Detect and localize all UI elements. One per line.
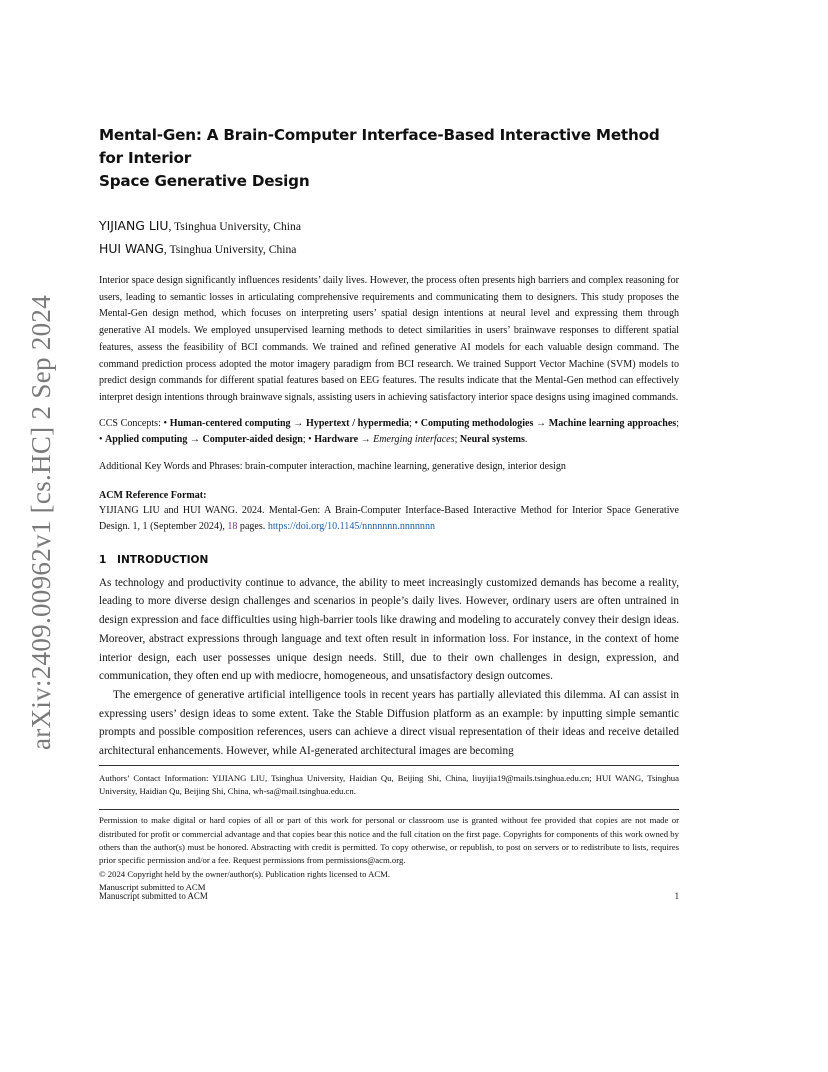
section-heading xyxy=(99,552,679,568)
reference-pages-link[interactable]: 18 xyxy=(227,521,238,533)
author-contact-footnote: Authors’ Contact Information: YIJIANG LIU, Tsinghua University, Haidian Qu, Beijing Shi, China, liuyijia19@mails.tsinghua.edu.cn; HUI WANG, Tsinghua University, Haidian Qu, Beijing Shi, China, wh-sa@mail.tsinghua.edu.cn. xyxy=(99,772,679,796)
section-number: 1 xyxy=(99,553,107,566)
title-line-1: Mental-Gen: A Brain-Computer Interface-Based Interactive Method for Interior xyxy=(99,126,660,167)
ccs-end: . xyxy=(524,434,528,446)
page-footer xyxy=(99,890,679,902)
arxiv-identifier xyxy=(21,290,63,755)
copyright-text: © 2024 Copyright held by the owner/author(s). Publication rights licensed to ACM. xyxy=(99,868,391,879)
reference-text-2: pages. xyxy=(237,521,268,533)
ccs-sep-2: ; • xyxy=(99,417,679,446)
ccs-concept-4: Hardware → xyxy=(314,434,371,446)
permission-text: Permission to make digital or hard copies of all or part of this work for personal or classroom use is granted without fee provided that copies are not made or distributed for profit or commercial advantage and that copies bear this notice and the full citation on the first page. Copyrights for components of this work owned by others than the author(s) must be honored. Abstracting with credit is permitted. To copy otherwise, or republish, to post on servers or to redistribute to lists, requires prior specific permission and/or a fee. Request permissions from permissions@acm.org. xyxy=(99,815,679,866)
author-2-affiliation: , Tsinghua University, China xyxy=(163,243,297,256)
intro-paragraph-1: As technology and productivity continue to advance, the ability to meet increasingly customized demands has become a reality, leading to more diverse design challenges and scenarios in people’s daily lives. However, ordinary users are often untrained in design expression and face difficulties using high-barrier tools like drawing and modeling to accurately convey their design ideas. Moreover, abstract expressions through language and text often result in information loss. For instance, in the context of home interior design, each user possesses unique design needs. Still, due to their own challenges in design, expression, and communication, they often end up with mediocre, homogeneous, and unsatisfactory design outcomes. xyxy=(99,576,679,683)
ccs-sep-1: ; • xyxy=(409,417,421,429)
keywords: Additional Key Words and Phrases: brain-computer interaction, machine learning, generative design, interior design xyxy=(99,461,566,473)
title-line-2: Space Generative Design xyxy=(99,172,310,190)
abstract: Interior space design significantly influences residents’ daily lives. However, the process often presents high barriers and complex reasoning for users, leading to semantic losses in articulating comprehensive requirements and communicating them to designers. This study proposes the Mental-Gen design method, which focuses on interpreting users’ spatial design intentions at neural level and expressing them through generative AI models. We employed unsupervised learning methods to detect similarities in users’ brainwave responses to different spatial features, assess the feasibility of BCI commands. We trained and refined generative AI models for each valuable design command. The command prediction process adopted the motor imagery paradigm from BCI research. We trained Support Vector Machine (SVM) models to predict design commands for different spatial features based on EEG features. The results indicate that the Mental-Gen method can effectively interpret design intentions through brainwave signals, assisting users in achieving satisfactory interior space designs using imagined commands. xyxy=(99,275,679,403)
page-number: 1 xyxy=(674,891,679,901)
author-1 xyxy=(99,215,679,238)
paper-page xyxy=(99,124,679,895)
ccs-concept-4-leaf: Emerging interfaces xyxy=(370,434,455,446)
reference-format xyxy=(99,503,679,536)
author-2-name: HUI WANG xyxy=(99,241,164,256)
permission-divider xyxy=(99,809,679,810)
paper-title xyxy=(99,124,679,193)
ccs-concept-1: Human-centered computing → Hypertext / hypermedia xyxy=(169,417,410,429)
ccs-concept-2: Computing methodologies → Machine learning approaches xyxy=(420,417,677,429)
permission-block xyxy=(99,814,679,894)
author-2 xyxy=(99,238,679,261)
ccs-concept-3: Applied computing → Computer-aided design xyxy=(105,434,303,446)
intro-body xyxy=(99,574,679,761)
footer-left: Manuscript submitted to ACM xyxy=(99,891,208,901)
ccs-sep-3: ; • xyxy=(302,434,315,446)
ccs-sep-4: ; xyxy=(454,434,460,446)
intro-paragraph-2: The emergence of generative artificial intelligence tools in recent years has partially alleviated this dilemma. AI can assist in expressing users’ design ideas to some extent. Take the Stable Diffusion platform as an example: by inputting simple semantic prompts and possible composition references, users can achieve a direct visual representation of their ideas and receive detailed architectural enhancements. However, while AI-generated architectural images are becoming xyxy=(99,688,679,758)
doi-link[interactable]: https://doi.org/10.1145/nnnnnnn.nnnnnnn xyxy=(267,521,436,533)
manuscript-note: Manuscript submitted to ACM xyxy=(99,882,206,893)
ccs-concepts xyxy=(99,416,679,449)
author-list xyxy=(99,215,679,261)
author-1-affiliation: , Tsinghua University, China xyxy=(168,220,301,233)
reference-heading: ACM Reference Format: xyxy=(99,489,207,501)
section-title: INTRODUCTION xyxy=(117,553,209,566)
ccs-label: CCS Concepts: • xyxy=(99,417,170,429)
ccs-concept-5: Neural systems xyxy=(459,434,525,446)
reference-text: YIJIANG LIU and HUI WANG. 2024. Mental-Gen: A Brain-Computer Interface-Based Interactive Method for Interior Space Generative Design. 1, 1 (September 2024), xyxy=(99,504,679,533)
arxiv-identifier-text: arXiv:2409.00962v1 [cs.HC] 2 Sep 2024 xyxy=(26,294,57,751)
footnote-divider xyxy=(99,765,679,766)
author-1-name: YIJIANG LIU xyxy=(99,218,169,233)
